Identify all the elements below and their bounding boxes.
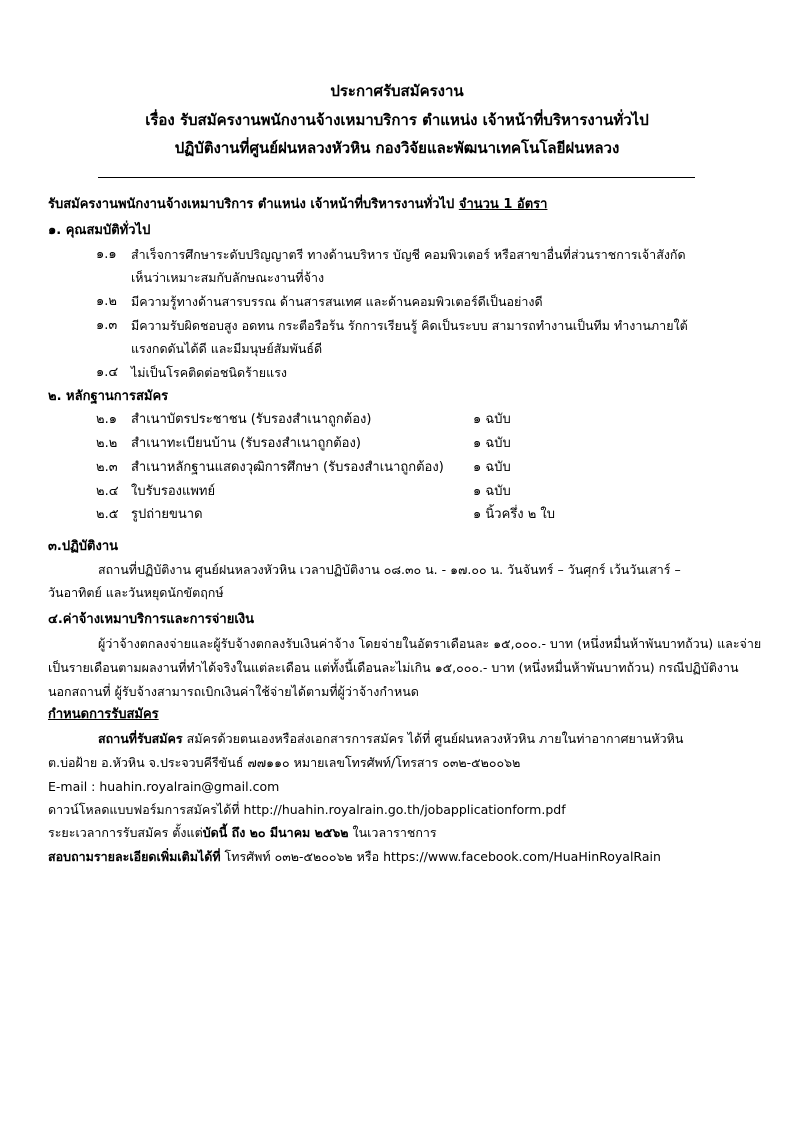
qualification-text: มีความรู้ทางด้านสารบรรณ ด้านสารสนเทศ และด้านคอมพิวเตอร์ดีเป็นอย่างดี: [131, 294, 543, 309]
document-num: ๒.๓: [96, 460, 118, 475]
position-count: จำนวน 1 อัตรา: [458, 197, 548, 212]
document-qty: ๑ ฉบับ: [473, 436, 511, 451]
document-num: ๒.๑: [96, 412, 117, 427]
document-name: สำเนาทะเบียนบ้าน (รับรองสำเนาถูกต้อง): [131, 436, 361, 451]
document-num: ๒.๒: [96, 436, 118, 451]
wage-text-cont: นอกสถานที่ ผู้รับจ้างสามารถเบิกเงินค่าใช้จ่ายได้ตามที่ผู้ว่าจ้างกำหนด: [48, 684, 419, 699]
contact-line: [48, 849, 661, 865]
qualification-num: ๑.๑: [96, 247, 117, 262]
wage-heading: ๔.ค่าจ้างเหมาบริการและการจ่ายเงิน: [48, 612, 255, 627]
workplace-text-cont: วันอาทิตย์ และวันหยุดนักขัตฤกษ์: [48, 585, 224, 600]
document-qty: ๑ ฉบับ: [473, 412, 511, 427]
qualification-text-cont: แรงกดดันได้ดี และมีมนุษย์สัมพันธ์ดี: [131, 341, 323, 356]
documents-heading: ๒. หลักฐานการสมัคร: [48, 389, 169, 404]
document-qty: ๑ ฉบับ: [473, 484, 511, 499]
qualification-text: ไม่เป็นโรคติดต่อชนิดร้ายแรง: [131, 365, 288, 380]
header-divider: [98, 177, 695, 178]
contact-label: สอบถามรายละเอียดเพิ่มเติมได้ที่: [48, 849, 221, 864]
email-link[interactable]: huahin.royalrain@gmail.com: [99, 779, 280, 794]
document-num: ๒.๕: [96, 507, 119, 522]
qualification-text: สำเร็จการศึกษาระดับปริญญาตรี ทางด้านบริหาร บัญชี คอมพิวเตอร์ หรือสาขาอื่นที่ส่วนราชการเจ้าสังกัด: [131, 247, 686, 262]
document-name: ใบรับรองแพทย์: [131, 484, 216, 499]
page-title: ประกาศรับสมัครงาน: [330, 82, 464, 100]
wage-text-cont: เป็นรายเดือนตามผลงานที่ทำได้จริงในแต่ละเดือน แต่ทั้งนี้เดือนละไม่เกิน ๑๕,๐๐๐.- บาท (หนึ่งหมื่นห้าพันบาทถ้วน) กรณีปฏิบัติงาน: [48, 660, 739, 675]
place-label: สถานที่รับสมัคร: [98, 731, 183, 746]
document-name: รูปถ่ายขนาด: [131, 507, 203, 522]
document-qty: ๑ ฉบับ: [473, 460, 511, 475]
application-place: [98, 731, 683, 747]
email-line: [48, 779, 279, 795]
workplace-text: สถานที่ปฏิบัติงาน ศูนย์ฝนหลวงหัวหิน เวลาปฏิบัติงาน ๐๘.๓๐ น. - ๑๗.๐๐ น. วันจันทร์ – วันศุกร์ เว้นวันเสาร์ –: [98, 562, 681, 577]
qualification-text-cont: เห็นว่าเหมาะสมกับลักษณะงานที่จ้าง: [131, 270, 325, 285]
place-text: สมัครด้วยตนเองหรือส่งเอกสารการสมัคร ได้ที่ ศูนย์ฝนหลวงหัวหิน ภายในท่าอากาศยานหัวหิน: [186, 731, 684, 746]
qualification-num: ๑.๒: [96, 294, 117, 309]
application-period: [48, 825, 437, 841]
period-prefix: ระยะเวลาการรับสมัคร ตั้งแต่: [48, 825, 203, 840]
period-dates: บัดนี้ ถึง ๒๐ มีนาคม ๒๕๖๒: [202, 825, 349, 840]
qualifications-heading: ๑. คุณสมบัติทั่วไป: [48, 223, 151, 238]
document-name: สำเนาหลักฐานแสดงวุฒิการศึกษา (รับรองสำเนาถูกต้อง): [131, 460, 444, 475]
subject-line: เรื่อง รับสมัครงานพนักงานจ้างเหมาบริการ ตำแหน่ง เจ้าหน้าที่บริหารงานทั่วไป: [145, 111, 649, 129]
download-link[interactable]: ดาวน์โหลดแบบฟอร์มการสมัครได้ที่ http://huahin.royalrain.go.th/jobapplicationform.pdf: [48, 802, 566, 817]
document-qty: ๑ นิ้วครึ่ง ๒ ใบ: [473, 507, 556, 522]
qualification-text: มีความรับผิดชอบสูง อดทน กระตือรือร้น รักการเรียนรู้ คิดเป็นระบบ สามารถทำงานเป็นทีม ทำงานภายใต้: [131, 318, 688, 333]
qualification-num: ๑.๓: [96, 318, 118, 333]
contact-text[interactable]: โทรศัพท์ ๐๓๒-๕๒๐๐๖๒ หรือ https://www.facebook.com/HuaHinRoyalRain: [220, 849, 661, 864]
workplace-heading: ๓.ปฏิบัติงาน: [48, 539, 119, 554]
application-address: ต.บ่อฝ้าย อ.หัวหิน จ.ประจวบคีรีขันธ์ ๗๗๑๑๐ หมายเลขโทรศัพท์/โทรสาร ๐๓๒-๕๒๐๐๖๒: [48, 755, 521, 770]
document-name: สำเนาบัตรประชาชน (รับรองสำเนาถูกต้อง): [131, 412, 372, 427]
document-num: ๒.๔: [96, 484, 119, 499]
location-line: ปฏิบัติงานที่ศูนย์ฝนหลวงหัวหิน กองวิจัยและพัฒนาเทคโนโลยีฝนหลวง: [174, 139, 620, 157]
intro-line: [48, 197, 547, 213]
intro-text: รับสมัครงานพนักงานจ้างเหมาบริการ ตำแหน่ง เจ้าหน้าที่บริหารงานทั่วไป: [48, 197, 455, 212]
email-label: E-mail :: [48, 779, 96, 794]
qualification-num: ๑.๔: [96, 365, 119, 380]
wage-text: ผู้ว่าจ้างตกลงจ่ายและผู้รับจ้างตกลงรับเงินค่าจ้าง โดยจ่ายในอัตราเดือนละ ๑๕,๐๐๐.- บาท (หนึ่งหมื่นห้าพันบาทถ้วน) และจ่าย: [98, 636, 762, 651]
application-heading: กำหนดการรับสมัคร: [48, 707, 159, 722]
period-suffix: ในเวลาราชการ: [348, 825, 437, 840]
